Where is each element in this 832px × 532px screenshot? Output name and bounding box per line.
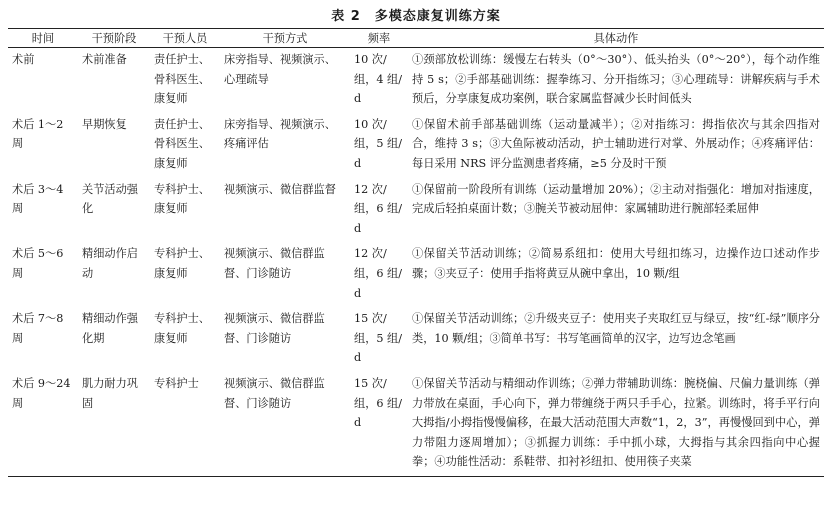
table-row (8, 242, 824, 307)
cell-staff: 专科护士、康复师 (154, 247, 210, 280)
cell-method: 视频演示、微信群监督、门诊随访 (224, 247, 325, 280)
cell-actions: ①颈部放松训练：缓慢左右转头（0°～30°）、低头抬头（0°～20°），每个动作维持 5 s；②手部基础训练：握拳练习、分开指练习；③心理疏导：讲解疾病与手术预后，分享康复成功案例，联合家属监督减少长时间低头 (412, 53, 820, 106)
cell-time: 术前 (12, 53, 35, 66)
cell-frequency: 12 次/组，6 组/d (354, 182, 403, 235)
cell-staff: 专科护士、康复师 (154, 182, 210, 216)
cell-time: 术后 7～8 周 (12, 312, 64, 345)
cell-actions: ①保留术前手部基础训练（运动量减半）；②对指练习：拇指依次与其余四指对合，维持 3 s；③大鱼际被动活动，护士辅助进行对掌、外展动作；④疼痛评估：每日采用 NRS 评分监测患者疼痛，≥5 分及时干预 (412, 117, 820, 170)
cell-frequency: 10 次/组，4 组/d (354, 53, 403, 106)
table-row (8, 48, 824, 113)
cell-staff: 专科护士、康复师 (154, 312, 210, 345)
table-header-row (8, 29, 824, 48)
cell-phase: 术前准备 (82, 53, 127, 66)
table-number: 表 2 (331, 9, 361, 24)
cell-staff: 责任护士、骨科医生、康复师 (154, 53, 210, 106)
table-row (8, 113, 824, 178)
header-phase: 干预阶段 (91, 31, 137, 45)
header-method: 干预方式 (262, 31, 308, 45)
cell-phase: 精细动作强化期 (82, 312, 138, 345)
table-row (8, 372, 824, 476)
cell-actions: ①保留关节活动训练；②简易系纽扣：使用大号纽扣练习，边操作边口述动作步骤；③夹豆子：使用手指将黄豆从碗中拿出，10 颗/组 (412, 247, 820, 280)
table-row (8, 307, 824, 372)
table-row (8, 178, 824, 243)
cell-phase: 精细动作启动 (82, 247, 138, 280)
cell-actions: ①保留关节活动与精细动作训练；②弹力带辅助训练：腕桡偏、尺偏力量训练（弹力带放在桌面，手心向下，弹力带缠绕于两只手手心，拉紧。训练时，将手平行向大拇指/小拇指慢慢偏移，在最大活动范围大声数“1，2，3”，再慢慢回到中心，弹力带阻力逐周增加）；③抓握力训练：手中抓小球，大拇指与其余四指向中心握拳；④功能性活动：系鞋带、扣衬衫纽扣、使用筷子夹菜 (412, 376, 820, 469)
cell-phase: 肌力耐力巩固 (82, 376, 138, 410)
cell-time: 术后 1～2 周 (12, 117, 64, 151)
cell-method: 视频演示、微信群监督、门诊随访 (224, 376, 325, 410)
header-time: 时间 (31, 31, 55, 45)
cell-time: 术后 5～6 周 (12, 247, 64, 280)
header-frequency: 频率 (367, 31, 391, 45)
cell-frequency: 15 次/组，5 组/d (354, 312, 403, 365)
cell-frequency: 15 次/组，6 组/d (354, 376, 403, 430)
cell-method: 视频演示、微信群监督、门诊随访 (224, 312, 325, 345)
header-actions: 具体动作 (593, 31, 639, 45)
table-caption (8, 6, 824, 28)
cell-frequency: 12 次/组，6 组/d (354, 247, 403, 300)
cell-actions: ①保留关节活动训练；②升级夹豆子：使用夹子夹取红豆与绿豆，按“红-绿”顺序分类，10 颗/组；③简单书写：书写笔画简单的汉字，边写边念笔画 (412, 312, 820, 345)
cell-phase: 关节活动强化 (82, 182, 138, 216)
cell-phase: 早期恢复 (82, 117, 127, 131)
cell-method: 视频演示、微信群监督 (224, 182, 336, 196)
table-title: 多模态康复训练方案 (374, 9, 501, 24)
cell-time: 术后 3～4 周 (12, 182, 64, 216)
rehab-plan-table (8, 28, 824, 477)
cell-method: 床旁指导、视频演示、疼痛评估 (224, 117, 336, 151)
cell-staff: 专科护士 (154, 376, 199, 390)
cell-staff: 责任护士、骨科医生、康复师 (154, 117, 210, 170)
cell-frequency: 10 次/组，5 组/d (354, 117, 403, 170)
cell-actions: ①保留前一阶段所有训练（运动量增加 20%）；②主动对指强化：增加对指速度，完成后轻拍桌面计数；③腕关节被动屈伸：家属辅助进行腕部轻柔屈伸 (412, 182, 820, 216)
cell-method: 床旁指导、视频演示、心理疏导 (224, 53, 336, 86)
header-staff: 干预人员 (162, 31, 208, 45)
cell-time: 术后 9～24 周 (12, 376, 71, 410)
